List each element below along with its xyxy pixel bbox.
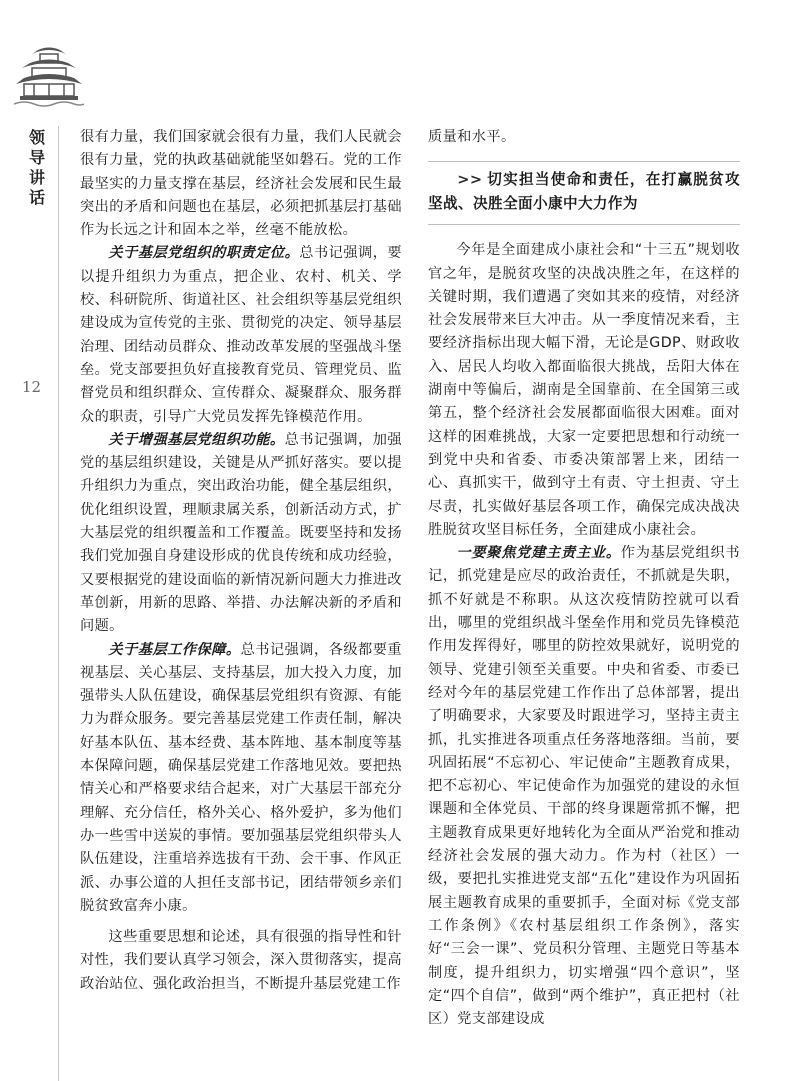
- pavilion-logo-icon: [14, 44, 84, 110]
- paragraph: 质量和水平。: [428, 129, 516, 145]
- page-number: 12: [22, 378, 42, 396]
- paragraph-lead: 关于增强基层党组织功能。: [108, 431, 285, 448]
- paragraph-body: 总书记强调，加强党的基层组织建设，关键是从严抓好落实。要以提升组织力为重点，突出政治功能，健全基层组织，优化组织设置，理顺隶属关系，创新活动方式，扩大基层党的组织覆盖和工作覆盖。既要坚持和发扬我们党加强自身建设形成的优良传统和成功经验，又要根据党的建设面临的新情况新问题大力推进改革创新，用新的思路、举措、办法解决新的矛盾和问题。: [80, 431, 402, 635]
- section-heading: [428, 168, 740, 216]
- right-column: [428, 126, 740, 1031]
- paragraph: [428, 542, 740, 1031]
- paragraph-body: 总书记强调，要以提升组织力为重点，把企业、农村、机关、学校、科研院所、街道社区、社会组织等基层党组织建设成为宣传党的主张、贯彻党的决定、领导基层治理、团结动员群众、推动改革发展的坚强战斗堡垒。党支部要担负好直接教育党员、管理党员、监督党员和组织群众、宣传群众、凝聚群众、服务群众的职责，引导广大党员发挥先锋模范作用。: [80, 245, 402, 425]
- section-heading-text: 切实担当使命和责任，在打赢脱贫攻坚战、决胜全面小康中大力作为: [428, 171, 740, 213]
- section-heading-box: [428, 161, 740, 225]
- double-chevron-icon: >>: [457, 171, 483, 189]
- left-column: [80, 126, 402, 996]
- paragraph: [80, 429, 402, 639]
- paragraph-body: 总书记强调，各级都要重视基层、关心基层、支持基层，加大投入力度，加强带头人队伍建设，确保基层党组织有资源、有能力为群众服务。要完善基层党建工作责任制，解决好基本队伍、基本经费、基本阵地、基本制度等基本保障问题，确保基层党建工作落地见效。要把热情关心和严格要求结合起来，对广大基层干部充分理解、充分信任，格外关心、格外爱护，多为他们办一些雪中送炭的事情。要加强基层党组织带头人队伍建设，注重培养选拔有干劲、会干事、作风正派、办事公道的人担任支部书记，团结带领乡亲们脱贫致富奔小康。: [80, 641, 402, 914]
- section-divider-line: [58, 126, 59, 1081]
- paragraph-lead: 一要聚焦党建主责主业。: [456, 545, 621, 562]
- paragraph-body: 作为基层党组织书记，抓党建是应尽的政治责任，不抓就是失职，抓不好就是不称职。从这次疫情防控就可以看出，哪里的党组织战斗堡垒作用和党员先锋模范作用发挥得好，哪里的防控效果就好，说明党的领导、党建引领至关重要。中央和省委、市委已经对今年的基层党建工作作出了总体部署，提出了明确要求，大家要及时跟进学习，坚持主责主抓，扎实推进各项重点任务落地落细。当前，要巩固拓展“不忘初心、牢记使命”主题教育成果，把不忘初心、牢记使命作为加强党的建设的永恒课题和全体党员、干部的终身课题常抓不懈，把主题教育成果更好地转化为全面从严治党和推动经济社会发展的强大动力。作为村（社区）一级，要把扎实推进党支部“五化”建设作为巩固拓展主题教育成果的重要抓手，全面对标《党支部工作条例》《农村基层组织工作条例》，落实好“三会一课”、党员积分管理、主题党日等基本制度，提升组织力，切实增强“四个意识”，坚定“四个自信”，做到“两个维护”，真正把村（社区）党支部建设成: [428, 545, 741, 1028]
- paragraph: [80, 242, 402, 428]
- paragraph: 很有力量，我们国家就会很有力量，我们人民就会很有力量，党的执政基础就能坚如磐石。党的工作最坚实的力量支撑在基层，经济社会发展和民生最突出的矛盾和问题也在基层，必须把抓基层打基础作为长远之计和固本之举，丝毫不能放松。: [80, 129, 402, 239]
- paragraph: 这些重要思想和论述，具有很强的指导性和针对性，我们要认真学习领会，深入贯彻落实，提高政治站位、强化政治担当，不断提升基层党建工作: [80, 929, 402, 992]
- paragraph-lead: 关于基层工作保障。: [108, 641, 241, 658]
- paragraph-lead: 关于基层党组织的职责定位。: [108, 245, 300, 262]
- paragraph: 今年是全面建成小康社会和“十三五”规划收官之年，是脱贫攻坚的决战决胜之年，在这样的关键时期，我们遭遇了突如其来的疫情，对经济社会发展带来巨大冲击。从一季度情况来看，主要经济指标出现大幅下滑，无论是GDP、财政收入、居民人均收入都面临很大挑战，岳阳大体在湖南中等偏后，湖南是全国靠前、在全国第三或第五，整个经济社会发展都面临很大困难。面对这样的困难挑战，大家一定要把思想和行动统一到党中央和省委、市委决策部署上来，团结一心、真抓实干，做到守土有责、守土担责、守土尽责，扎实做好基层各项工作，确保完成决战决胜脱贫攻坚目标任务，全面建成小康社会。: [428, 242, 740, 538]
- section-tag: 领导讲话: [28, 128, 45, 207]
- paragraph: [80, 639, 402, 919]
